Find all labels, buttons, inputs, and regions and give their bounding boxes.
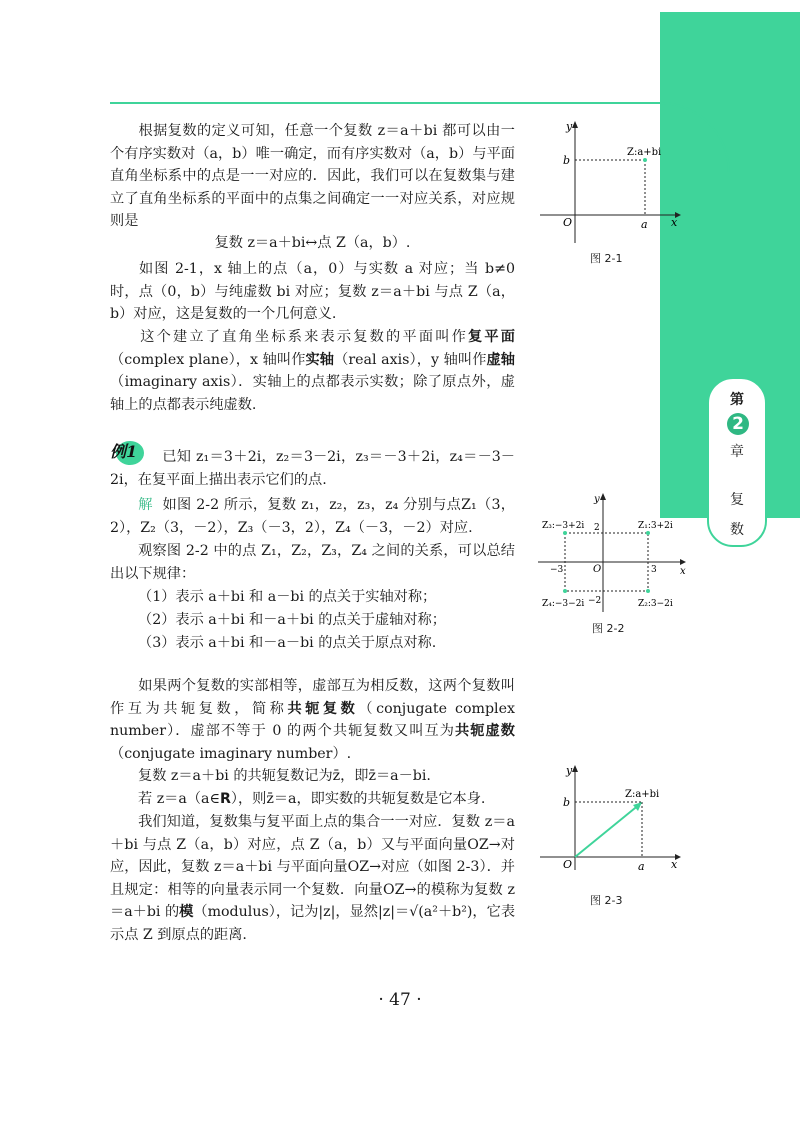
label-y: y	[566, 120, 573, 133]
chapter-number: 2	[727, 413, 749, 435]
paragraph-real-conjugate	[110, 788, 515, 811]
solution-text: 如图 2-2 所示，复数 z₁，z₂，z₃，z₄ 分别与点Z₁（3，2），Z₂（3，－2），Z₃（－3，2），Z₄（－3，－2）对应.	[110, 497, 515, 536]
term-conjugate-imaginary: 共轭虚数	[455, 723, 515, 740]
label-Z1: Z₁:3+2i	[638, 521, 673, 531]
label-a: a	[638, 860, 645, 873]
tick-pos2: 2	[594, 523, 600, 533]
vector-OZ	[575, 804, 640, 857]
solution-label: 解	[138, 497, 153, 513]
rule-2	[110, 609, 515, 632]
label-x: x	[671, 216, 678, 229]
x-axis-arrow-icon	[680, 559, 686, 565]
label-x: x	[680, 566, 686, 577]
y-axis-arrow-icon	[600, 493, 606, 500]
example-observe	[110, 540, 515, 585]
chapter-title-1: 复	[730, 492, 744, 508]
text-run: （conjugate imaginary number）.	[110, 745, 352, 762]
tick-pos3: 3	[651, 565, 657, 575]
point-Z	[643, 158, 647, 162]
paragraph-text: 复数 z＝a＋bi 的共轭复数记为z̄，即z̄＝a－bi.	[138, 768, 431, 784]
point-Z4	[563, 589, 567, 593]
paragraph-text: 根据复数的定义可知，任意一个复数 z＝a＋bi 都可以由一个有序实数对（a，b）唯一确定，而有序实数对（a，b）与平面直角坐标系中的点是一一对应的．因此，我们可以在复数集与建立了直角坐标系的平面中的点集之间确定一一对应关系，对应规则是	[110, 123, 515, 230]
caption-2-2: 图 2-2	[592, 622, 625, 635]
point-Z2	[646, 589, 650, 593]
point-Z1	[646, 531, 650, 535]
set-R: R	[219, 791, 231, 807]
header-rule	[110, 102, 666, 104]
rule-3	[110, 632, 515, 655]
text-run: 如果两个复数的实部相等，虚部互为相反数，这两个复数叫作互为共轭复数，简称	[110, 678, 515, 717]
tick-neg3: −3	[550, 565, 564, 575]
text-run: ），则z̄＝a，即实数的共轭复数是它本身.	[230, 791, 486, 807]
rule-text: （3）表示 a＋bi 和－a－bi 的点关于原点对称.	[138, 635, 437, 651]
label-b: b	[563, 154, 571, 167]
example-solution	[110, 494, 515, 539]
example-badge-text: 例1	[110, 442, 138, 461]
chapter-tab[interactable]	[707, 377, 767, 547]
label-O: O	[563, 216, 573, 229]
tick-neg2: −2	[588, 596, 602, 606]
rule-1	[110, 586, 515, 609]
point-Z3	[563, 531, 567, 535]
figure-2-3	[535, 762, 685, 877]
paragraph-vector-modulus	[110, 811, 515, 947]
label-y: y	[566, 764, 573, 777]
paragraph-conjugate	[110, 675, 515, 765]
text-run: （conjugate complex number）．虚部不等于 0 的两个共轭复数又叫互为	[110, 700, 515, 740]
figure-2-1	[535, 118, 685, 248]
chapter-label-di: 第	[730, 392, 744, 408]
text-run: 这个建立了直角坐标系来表示复数的平面叫作	[138, 329, 469, 345]
label-Z2: Z₂:3−2i	[638, 599, 673, 609]
text-run: （real axis），y 轴叫作	[334, 351, 487, 368]
label-a: a	[641, 218, 648, 231]
label-Z4: Z₄:−3−2i	[542, 599, 585, 609]
caption-2-1: 图 2-1	[590, 252, 623, 265]
label-x: x	[671, 858, 678, 871]
chapter-label-zhang: 章	[730, 444, 744, 460]
figure-2-2	[530, 490, 690, 615]
rule-text: （1）表示 a＋bi 和 a－bi 的点关于实轴对称；	[138, 589, 437, 605]
paragraph-text: 如图 2-1，x 轴上的点（a，0）与实数 a 对应；当 b≠0 时，点（0，b）与纯虚数 bi 对应；复数 z＝a＋bi 与点 Z（a，b）对应，这是复数的一个几何意义.	[110, 261, 515, 323]
text-run: （complex plane），x 轴叫作	[110, 351, 306, 368]
term-modulus: 模	[179, 904, 194, 921]
term-imaginary-axis: 虚轴	[486, 351, 515, 368]
text-run: （imaginary axis）．实轴上的点都表示实数；除了原点外，虚轴上的点都表示纯虚数.	[110, 374, 515, 413]
example-statement: 已知 z₁＝3＋2i，z₂＝3－2i，z₃＝－3＋2i，z₄＝－3－2i，在复平面上描出表示它们的点.	[110, 449, 515, 488]
chapter-title-2: 数	[730, 522, 744, 538]
y-axis-arrow-icon	[572, 765, 578, 772]
caption-2-3: 图 2-3	[590, 894, 623, 907]
label-y: y	[594, 494, 600, 505]
label-Z: Z:a+bi	[625, 789, 660, 800]
label-O: O	[563, 858, 573, 871]
example-1	[110, 441, 515, 491]
text-run: 我们知道，复数集与复平面上点的集合一一对应．复数 z＝a＋bi 与点 Z（a，b）对应，点 Z（a，b）又与平面向量OZ→对应，因此，复数 z＝a＋bi 与平面向量OZ→对应（如图 2-3）．并且规定：相等的向量表示同一个复数．向量OZ→的模称为复数 z＝a＋bi 的	[110, 814, 515, 921]
label-Z3: Z₃:−3+2i	[542, 521, 585, 531]
y-axis-arrow-icon	[572, 121, 578, 128]
page-number: · 47 ·	[378, 990, 422, 1010]
rule-line: 复数 z＝a＋bi↔点 Z（a，b）.	[214, 235, 411, 251]
example-badge	[110, 441, 154, 465]
paragraph-complex-plane	[110, 326, 515, 416]
paragraph-correspondence	[110, 120, 515, 233]
text-run: （modulus），记为|z|，显然|z|＝√(a²＋b²)，它表示点 Z 到原点的距离.	[110, 904, 516, 943]
paragraph-conjugate-notation	[110, 765, 515, 788]
text-run: 若 z＝a（a∈	[138, 791, 220, 807]
paragraph-geometric-meaning	[110, 258, 515, 326]
rule-text: （2）表示 a＋bi 和－a＋bi 的点关于虚轴对称；	[138, 612, 446, 628]
observe-text: 观察图 2-2 中的点 Z₁，Z₂，Z₃，Z₄ 之间的关系，可以总结出以下规律：	[110, 543, 515, 582]
term-conjugate-complex: 共轭复数	[287, 700, 359, 717]
term-complex-plane: 复平面	[468, 329, 515, 345]
term-real-axis: 实轴	[305, 351, 335, 368]
label-b: b	[563, 796, 571, 809]
label-Z: Z:a+bi	[627, 147, 662, 158]
label-O: O	[593, 564, 602, 575]
